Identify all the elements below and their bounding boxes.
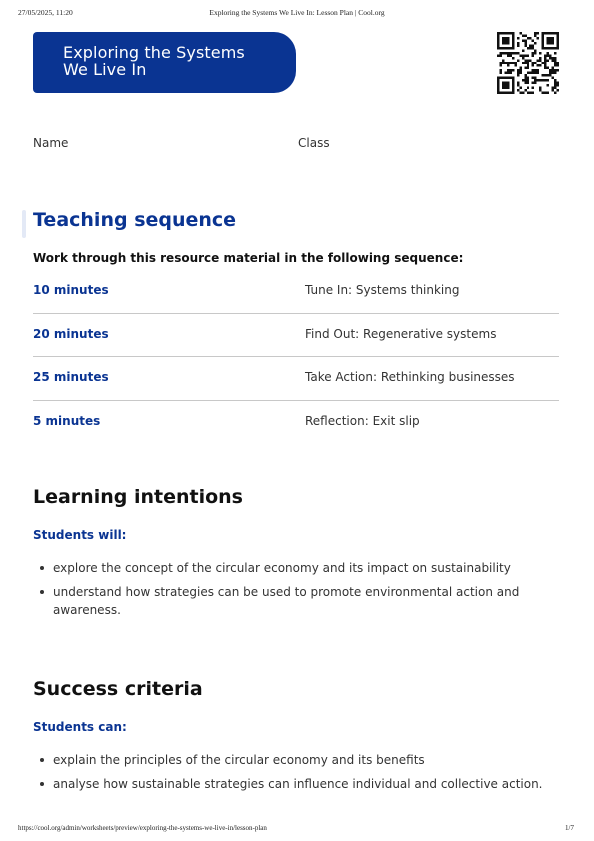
print-footer bbox=[0, 824, 594, 836]
success-criteria-list bbox=[33, 751, 543, 799]
sequence-minutes: 20 minutes bbox=[33, 326, 109, 341]
page-number: 1/7 bbox=[565, 824, 574, 832]
lesson-title-banner bbox=[33, 32, 296, 93]
learning-intentions-heading: Learning intentions bbox=[33, 486, 243, 508]
print-url-link[interactable]: https://cool.org/admin/worksheets/preview/exploring-the-systems-we-live-in/lesson-plan bbox=[18, 824, 267, 832]
name-field-label: Name bbox=[33, 136, 69, 150]
sequence-row bbox=[33, 357, 559, 401]
qr-code-icon bbox=[497, 32, 559, 94]
sequence-activity: Reflection: Exit slip bbox=[305, 413, 420, 428]
sequence-row bbox=[33, 314, 559, 358]
print-header bbox=[0, 8, 594, 20]
list-item: explore the concept of the circular economy and its impact on sustainability bbox=[33, 559, 543, 577]
lesson-title-line-2: We Live In bbox=[63, 60, 147, 79]
sequence-row bbox=[33, 270, 559, 314]
print-date: 27/05/2025, 11:20 bbox=[18, 8, 73, 17]
list-item: explain the principles of the circular economy and its benefits bbox=[33, 751, 543, 769]
sequence-minutes: 10 minutes bbox=[33, 283, 109, 297]
class-field-label: Class bbox=[298, 136, 330, 150]
teaching-sequence-intro: Work through this resource material in the following sequence: bbox=[33, 251, 464, 265]
list-item: understand how strategies can be used to promote environmental action and awareness. bbox=[33, 583, 543, 619]
sequence-activity: Find Out: Regenerative systems bbox=[305, 326, 497, 341]
sequence-minutes: 5 minutes bbox=[33, 413, 101, 428]
sequence-activity: Tune In: Systems thinking bbox=[305, 283, 460, 297]
print-title: Exploring the Systems We Live In: Lesson Plan | Cool.org bbox=[209, 8, 385, 17]
learning-intentions-subheading: Students will: bbox=[33, 528, 127, 542]
learning-intentions-list bbox=[33, 559, 543, 625]
list-item: analyse how sustainable strategies can influence individual and collective action. bbox=[33, 775, 543, 793]
success-criteria-subheading: Students can: bbox=[33, 720, 127, 734]
teaching-sequence-table bbox=[33, 270, 559, 443]
sequence-activity: Take Action: Rethinking businesses bbox=[305, 370, 515, 384]
lesson-title-line-1: Exploring the Systems bbox=[63, 43, 245, 62]
sequence-minutes: 25 minutes bbox=[33, 370, 109, 384]
teaching-sequence-heading: Teaching sequence bbox=[33, 209, 237, 231]
success-criteria-heading: Success criteria bbox=[33, 678, 203, 700]
sequence-row bbox=[33, 401, 559, 444]
section-accent-bar bbox=[22, 210, 26, 238]
